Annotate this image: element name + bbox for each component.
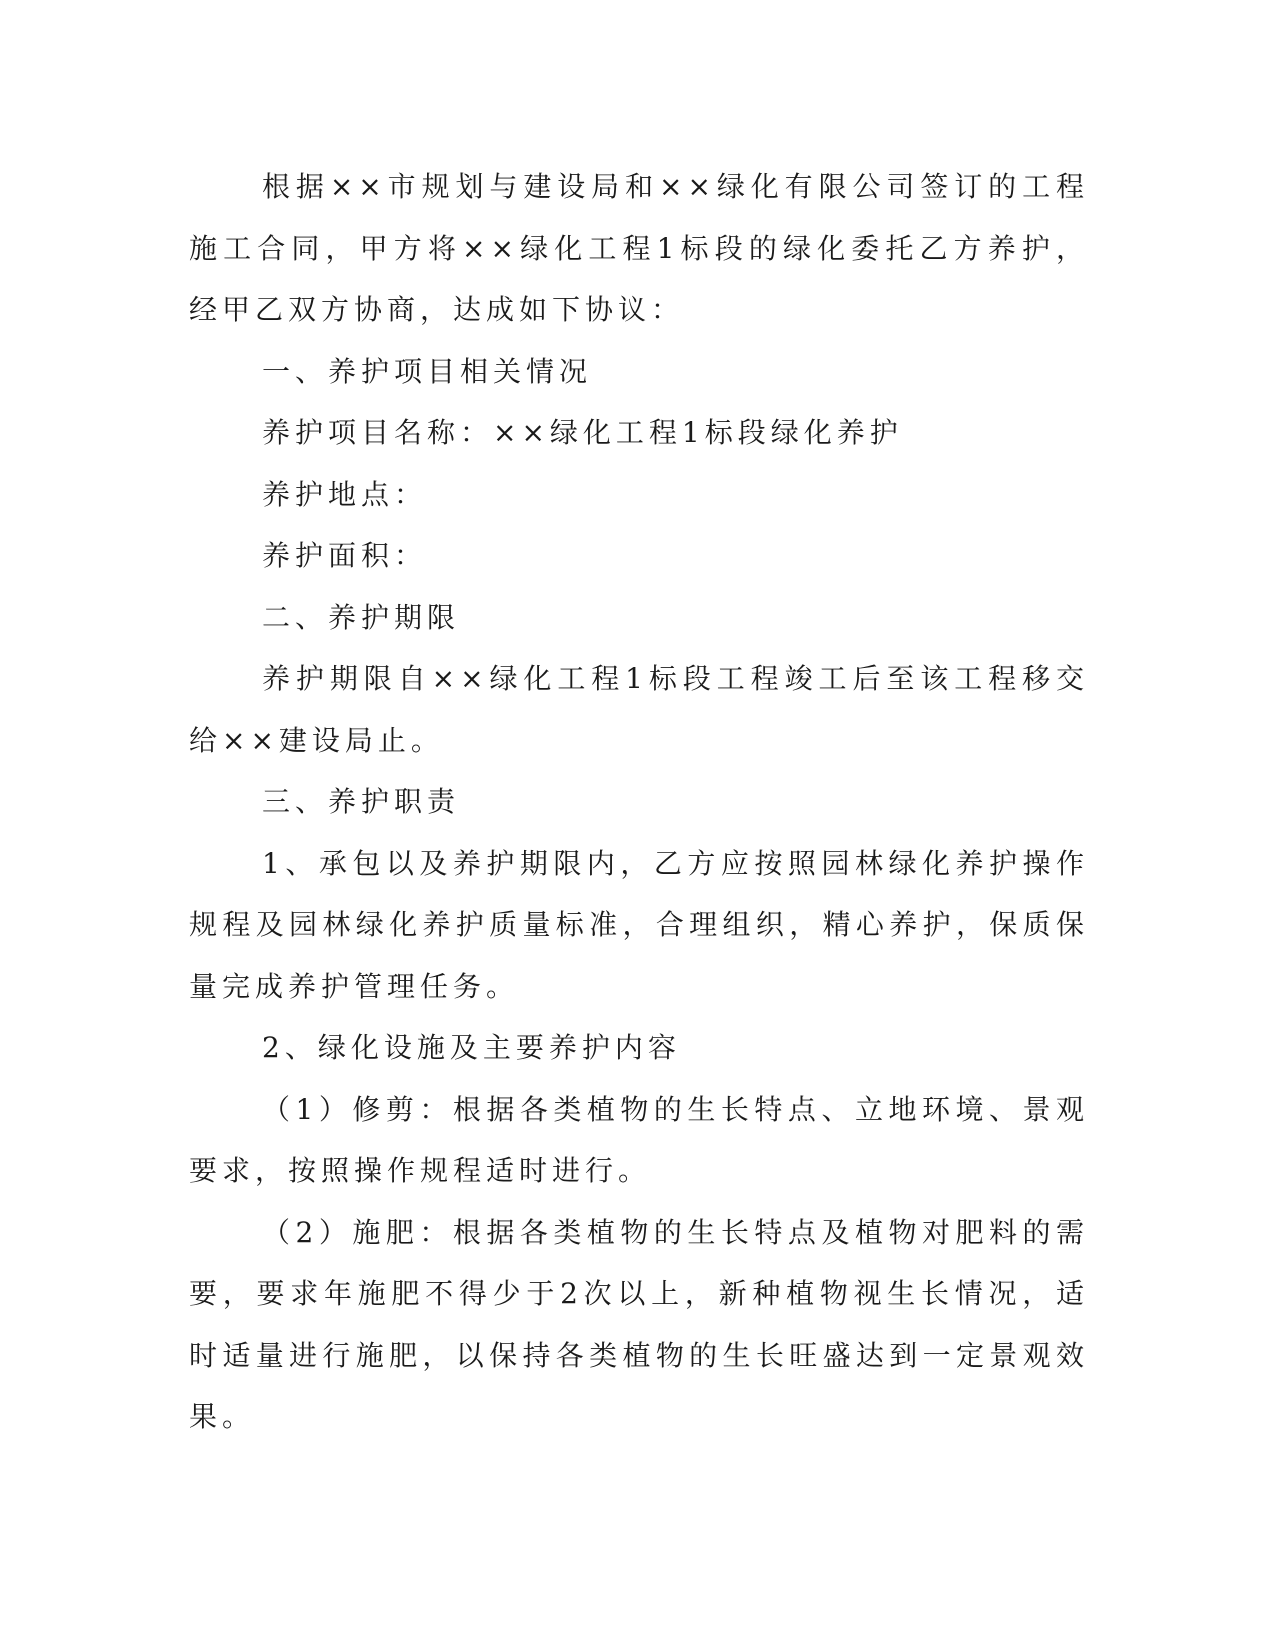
section-heading-term: 二、养护期限: [262, 600, 461, 634]
project-location-line: 养护地点：: [262, 477, 428, 511]
duty-subitem-pruning: （1）修剪：根据各类植物的生长特点、立地环境、景观要求，按照操作规程适时进行。: [189, 1092, 1089, 1187]
project-name-line: 养护项目名称：××绿化工程1标段绿化养护: [262, 416, 903, 449]
intro-paragraph: 根据××市规划与建设局和××绿化有限公司签订的工程施工合同，甲方将××绿化工程1标段的绿化委托乙方养护，经甲乙双方协商，达成如下协议：: [189, 170, 1089, 326]
project-area-line: 养护面积：: [262, 539, 428, 572]
duty-item-1: 1、承包以及养护期限内，乙方应按照园林绿化养护操作规程及园林绿化养护质量标准，合理组织，精心养护，保质保量完成养护管理任务。: [189, 846, 1089, 1003]
section-heading-project-info: 一、养护项目相关情况: [262, 354, 593, 388]
section-heading-duties: 三、养护职责: [262, 785, 461, 818]
duty-item-2: 2、绿化设施及主要养护内容: [262, 1031, 681, 1064]
duty-subitem-fertilizing: （2）施肥：根据各类植物的生长特点及植物对肥料的需要，要求年施肥不得少于2次以上，新种植物视生长情况，适时适量进行施肥，以保持各类植物的生长旺盛达到一定景观效果。: [189, 1215, 1089, 1433]
document-body: [189, 156, 1089, 1448]
term-paragraph: 养护期限自××绿化工程1标段工程竣工后至该工程移交给××建设局止。: [189, 662, 1089, 757]
